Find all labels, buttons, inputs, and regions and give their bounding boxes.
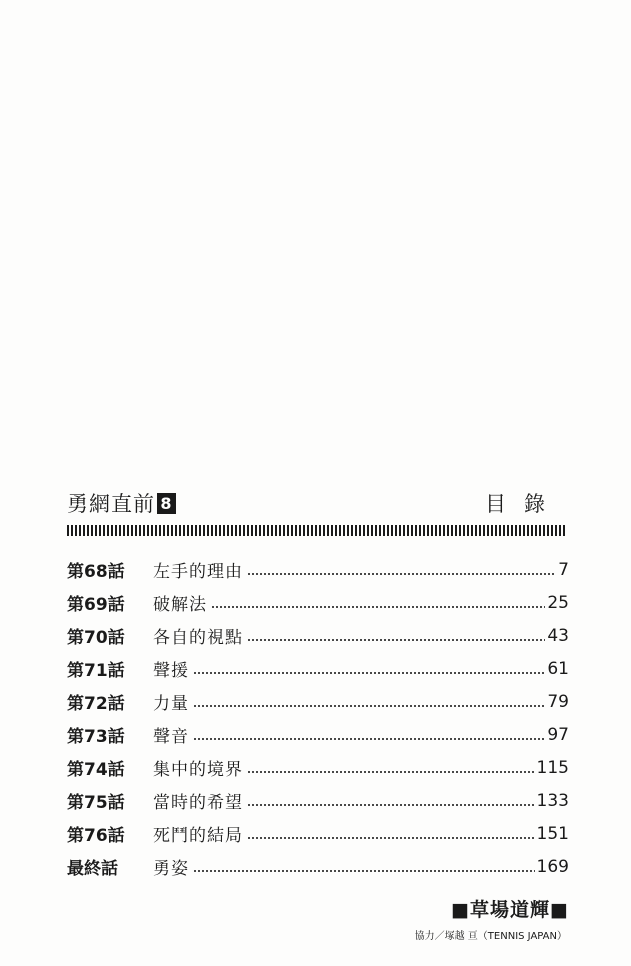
chapter-label: 第71話 bbox=[67, 661, 125, 681]
toc-row[interactable] bbox=[67, 685, 569, 718]
toc-header bbox=[67, 490, 567, 522]
chapter-page: 97 bbox=[547, 724, 569, 745]
dot-leader bbox=[247, 837, 535, 839]
dot-leader bbox=[247, 639, 545, 641]
chapter-label: 第72話 bbox=[67, 694, 125, 714]
chapter-title: 聲援 bbox=[153, 661, 189, 681]
chapter-title: 聲音 bbox=[153, 727, 189, 747]
dot-leader bbox=[193, 870, 535, 872]
header-divider bbox=[67, 525, 567, 536]
chapter-label: 第76話 bbox=[67, 826, 125, 846]
chapter-title: 各自的視點 bbox=[153, 628, 243, 648]
chapter-page: 115 bbox=[536, 757, 569, 778]
toc-row[interactable] bbox=[67, 850, 569, 883]
toc-row[interactable] bbox=[67, 751, 569, 784]
toc-row[interactable] bbox=[67, 652, 569, 685]
volume-badge: 8 bbox=[157, 493, 176, 514]
chapter-title: 集中的境界 bbox=[153, 760, 243, 780]
chapter-page: 169 bbox=[536, 856, 569, 877]
cooperation-credit: 協力／塚越 亘（TENNIS JAPAN） bbox=[414, 931, 567, 942]
dot-leader bbox=[193, 672, 545, 674]
chapter-title: 力量 bbox=[153, 694, 189, 714]
author-name: ■草場道輝■ bbox=[451, 899, 569, 921]
chapter-page: 79 bbox=[547, 691, 569, 712]
dot-leader bbox=[193, 738, 545, 740]
chapter-title: 當時的希望 bbox=[153, 793, 243, 813]
chapter-title: 左手的理由 bbox=[153, 562, 243, 582]
chapter-page: 61 bbox=[547, 658, 569, 679]
dot-leader bbox=[247, 573, 556, 575]
dot-leader bbox=[247, 804, 535, 806]
series-title bbox=[67, 490, 176, 518]
toc-row[interactable] bbox=[67, 784, 569, 817]
chapter-title: 勇姿 bbox=[153, 859, 189, 879]
dot-leader bbox=[247, 771, 535, 773]
chapter-title: 破解法 bbox=[153, 595, 207, 615]
chapter-page: 133 bbox=[536, 790, 569, 811]
chapter-label: 第75話 bbox=[67, 793, 125, 813]
dot-leader bbox=[211, 606, 545, 608]
toc-row[interactable] bbox=[67, 718, 569, 751]
toc-list bbox=[67, 553, 569, 883]
chapter-page: 7 bbox=[558, 559, 569, 580]
chapter-label: 第73話 bbox=[67, 727, 125, 747]
chapter-page: 43 bbox=[547, 625, 569, 646]
toc-row[interactable] bbox=[67, 619, 569, 652]
chapter-label: 第70話 bbox=[67, 628, 125, 648]
chapter-label: 第69話 bbox=[67, 595, 125, 615]
chapter-title: 死鬥的結局 bbox=[153, 826, 243, 846]
chapter-label: 最終話 bbox=[67, 859, 118, 879]
dot-leader bbox=[193, 705, 545, 707]
toc-heading: 目錄 bbox=[485, 492, 563, 516]
chapter-label: 第74話 bbox=[67, 760, 125, 780]
chapter-label: 第68話 bbox=[67, 562, 125, 582]
toc-row[interactable] bbox=[67, 586, 569, 619]
toc-row[interactable] bbox=[67, 553, 569, 586]
chapter-page: 151 bbox=[536, 823, 569, 844]
toc-row[interactable] bbox=[67, 817, 569, 850]
series-title-text: 勇網直前 bbox=[67, 492, 155, 516]
chapter-page: 25 bbox=[547, 592, 569, 613]
